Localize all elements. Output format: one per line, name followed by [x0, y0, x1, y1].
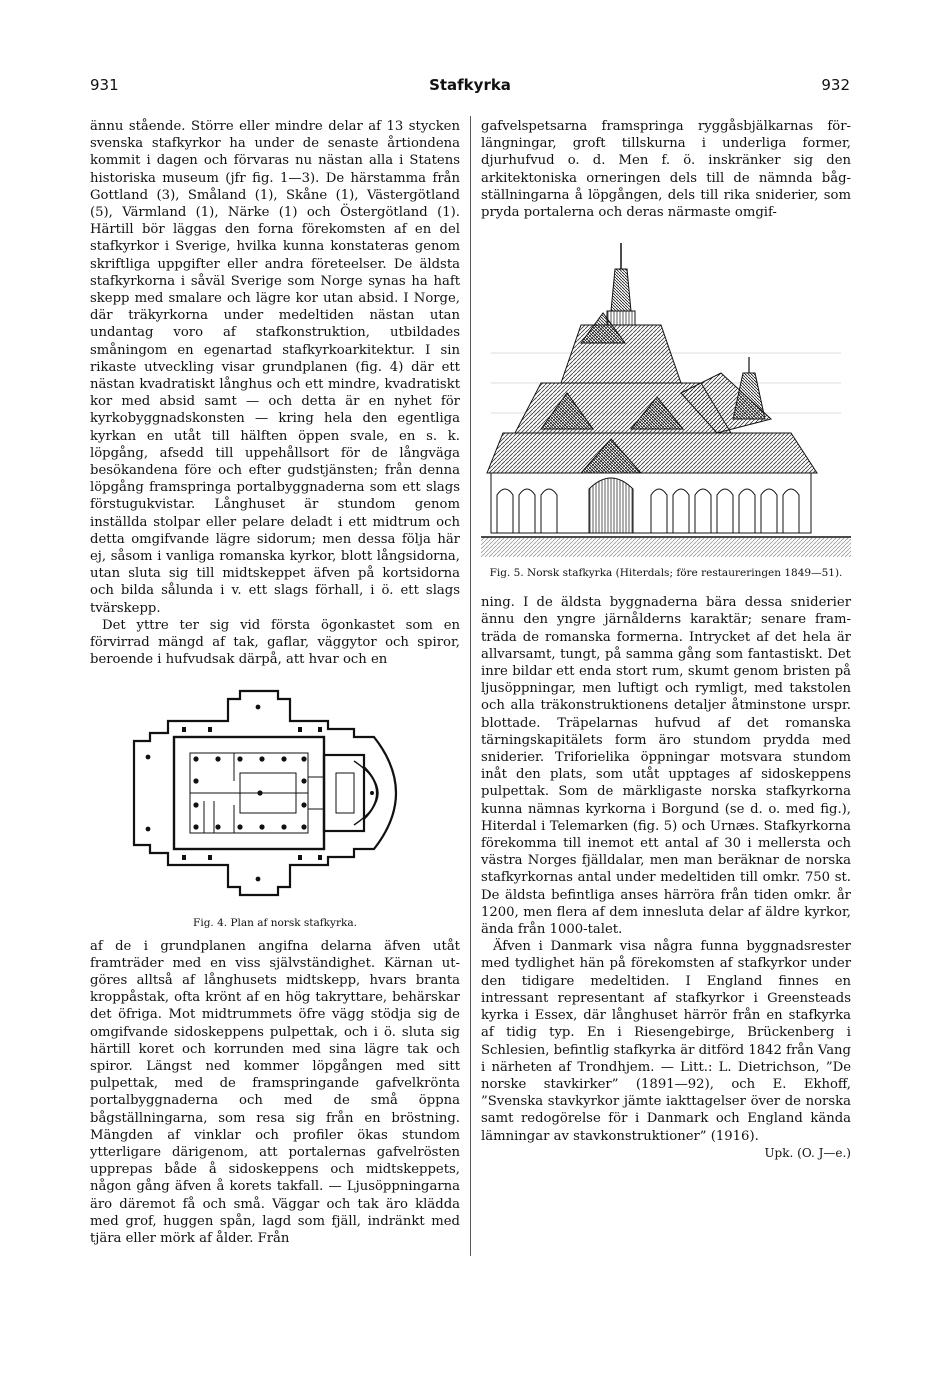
stave-church-illustration: [481, 233, 851, 561]
paragraph: af de i grundplanen angifna delarna äfven utåt framträder med en viss självständighet. Kärnan utgöres alltså af långhusets midtskepp, hvars branta kroppåstak, ofta krönt af en hög takryttare, behärskar det öfriga. Mot midtrummets öfre vägg stödja sig de omgifvande sidoskeppens pulpettak, och i ö. sluta sig härtill koret och korrunden med sina lägre tak och spiror. Längst ned kommer löpgången med sitt pulpettak, med de framspringande gafvelkrönta portalbyggnaderna och med de små öppna bågställningarna, som resa sig från en bröstning. Mängden af vinklar och profiler ökas stundom ytterligare därigenom, att portalernas gafvelrösten upprepas både å sidoskeppens och midtskeppets, någon gång äfven å korets takfall. — Ljusöppningarna äro däremot få och små. Väggar och tak äro klädda med grof, huggen spån, lagd som fjäll, indränkt med tjära eller mörk af ålder. Från: [90, 938, 460, 1246]
figure-5-caption: Fig. 5. Norsk stafkyrka (Hiterdals; före restaureringen 1849—51).: [489, 567, 843, 580]
paragraph: ännu stående. Större eller mindre delar af 13 stycken svenska stafkyrkor ha under de senaste årtiondena kommit i dagen och förvaras nu nästan alla i Statens historiska museum (jfr fig. 1—3). De härstamma från Gottland (3), Småland (1), Skåne (1), Västergötland (5), Värmland (1), Närke (1) och Östergötland (1). Härtill bör läggas den forna förekomsten af en del stafkyrkor i Sverige, hvilka kunna konstateras genom skriftliga uppgifter eller andra företeelser. De äldsta stafkyrkorna i såväl Sverige som Norge synas ha haft skepp med smalare och lägre kor utan absid. I Norge, där träkyrkorna under medeltiden nästan utan undantag voro af stafkonstruktion, utbildades småningom en egenartad stafkyrkoarkitektur. I sin rikaste utveckling visar grundplanen (fig. 4) där ett nästan kvadratiskt långhus och ett mindre, kvadratiskt kor med absid samt — och detta är en nyhet för kyrkobyggnadskonsten — kring hela den egentliga kyrkan en utåt till hälften öppen svale, en s. k. löpgång, afsedd till uppehållsort för de långväga besökandena före och efter gudstjänsten; från denna löpgång framspringa portalbyggnaderna som ett slags förstugukvistar. Långhuset är stundom genom inställda stolpar eller pelare deladt i ett midtrum och detta omgifvande lägre sidorum; men dessa följa här ej, såsom i vanliga romanska kyrkor, blott långsidorna, utan sluta sig till midtskeppet äfven på kortsidorna och bilda sålunda i v. ett slags förhall, i ö. ett slags tvärskepp.: [90, 119, 460, 616]
running-title: Stafkyrka: [429, 76, 511, 94]
column-divider: [470, 116, 471, 1256]
paragraph: Äfven i Danmark visa några funna byggnadsrester med tydlighet hän på förekomsten af stafkyrkor under den tidigare medeltiden. I England finnes en intressant representant af stafkyrkor i Greensteads kyrka i Essex, där långhuset härrör från en stafkyrka af tidig typ. En i Riesengebirge, Brückenberg i Schlesien, befintlig stafkyrka är ditförd 1842 från Vang i närheten af Trondhjem. — Litt.: L. Dietrichson, ”De norske stavkirker” (1891—92), och E. Ekhoff, ”Svenska stavkyrkor jämte iakttagelser över de norska samt redogörelse för i Danmark och England kända lämningar av stavkonstruktioner” (1916).: [481, 939, 851, 1144]
paragraph: Det yttre ter sig vid första ögonkastet som en förvirrad mängd af tak, gaflar, väggytor och spiror, beroende i hufvudsak därpå, att hvar och en: [90, 617, 460, 668]
figure-4-caption: Fig. 4. Plan af norsk stafkyrka.: [193, 916, 357, 929]
page-header: [90, 76, 850, 100]
floor-plan-drawing: [128, 677, 428, 909]
figure-5-stave-church-engraving: [481, 233, 851, 561]
right-column: [481, 118, 851, 1162]
paragraph: ning. I de äldsta byggnaderna bära dessa sniderier ännu den yngre järnålderns karaktär; senare framträda de romanska formerna. Intrycket af det hela är allvarsamt, tungt, på samma gång som fantastiskt. Det inre bildar ett enda stort rum, skumt genom bristen på ljusöppningar, men luftigt och rymligt, med takstolen och alla träkonstruktionens detaljer åtminstone urspr. blottade. Träpelarnas hufvud af det romanska tärningskapitälets form äro stundom prydda med sniderier. Triforielika öppningar motsvara stundom inåt den plats, som utåt upptages af sidoskeppens pulpettak. Som de märkligaste norska stafkyrkorna kunna nämnas kyrkorna i Borgund (se d. o. med fig.), Hiterdal i Telemarken (fig. 5) och Urnæs. Stafkyrkorna förekomma till inemot ett antal af 30 i mellersta och västra Norges fjälldalar, men man beräknar de norska stafkyrkornas antal under medeltiden till omkr. 750 st. De äldsta befintliga anses härröra från tiden omkr. år 1200, men flera af dem innesluta delar af äldre kyrkor, ända från 1000-talet.: [481, 595, 851, 938]
paragraph: gafvelspetsarna framspringa ryggåsbjälkarnas förlängningar, groft tillskurna i underliga former, djurhufvud o. d. Men f. ö. inskränker sig den arkitektoniska orneringen dels till de nämnda bågställningarna å löpgången, dels till rika sniderier, som pryda portalerna och deras närmaste omgif-: [481, 119, 851, 221]
author-signature: Upk. (O. J—e.): [764, 1145, 851, 1160]
left-column: [90, 118, 460, 1247]
figure-4-floor-plan: [90, 677, 460, 915]
left-page-number: 931: [90, 76, 119, 94]
right-page-number: 932: [821, 76, 850, 94]
